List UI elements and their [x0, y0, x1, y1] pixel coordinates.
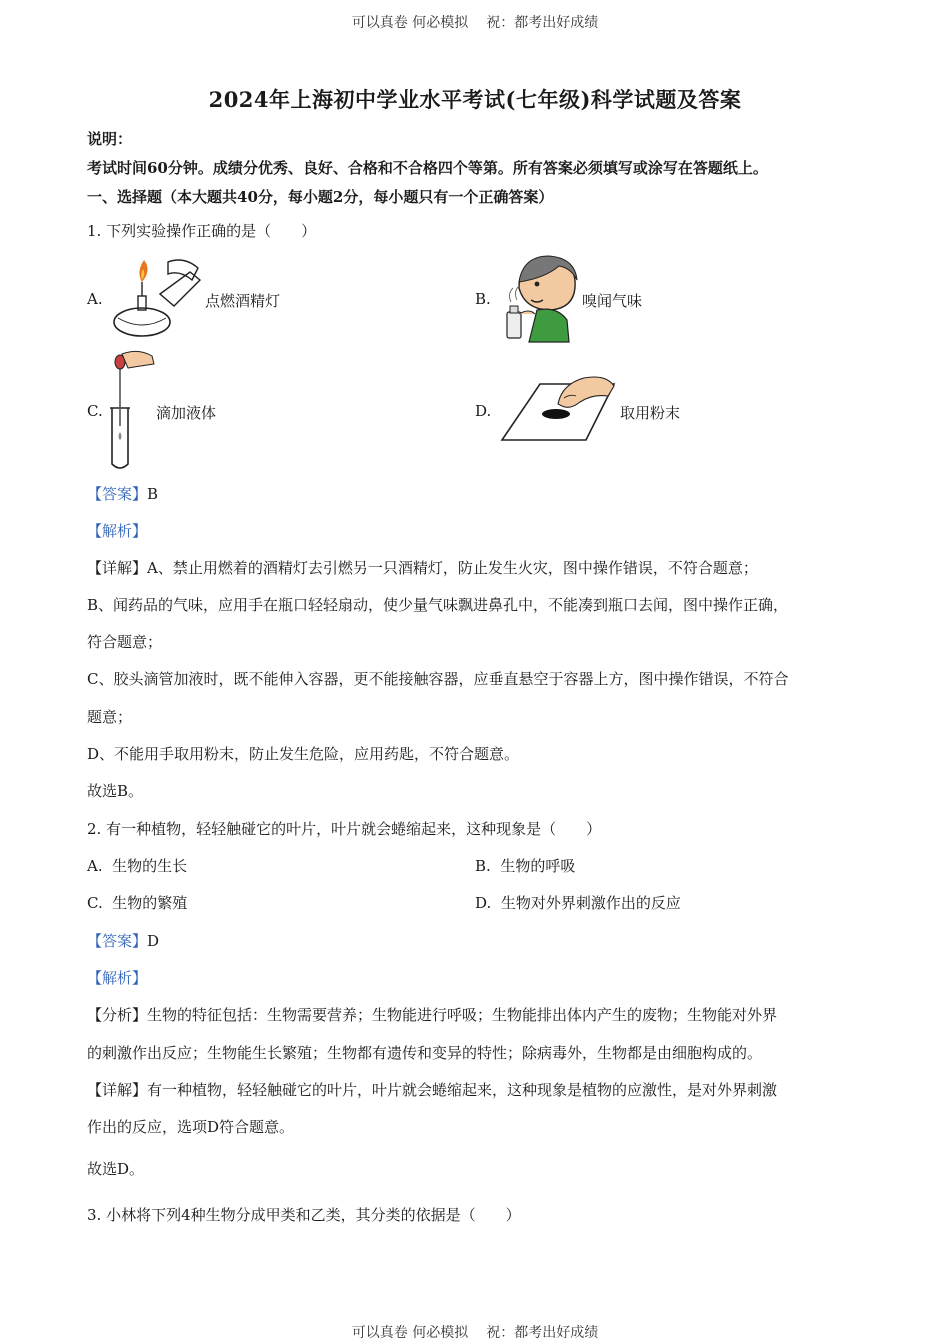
q1-answer-tag: 【答案】	[87, 485, 148, 503]
taking-powder-image	[500, 374, 616, 444]
q2-option-b-text: 生物的呼吸	[500, 857, 576, 875]
q1-option-d-letter: D.	[475, 402, 492, 420]
q1-conclusion: 故选B。	[87, 782, 144, 800]
q1-stem: 1. 下列实验操作正确的是（ ）	[87, 222, 317, 240]
q1-option-c-letter: C.	[87, 402, 103, 420]
q1-explanation-line: D、不能用手取用粉末，防止发生危险，应用药匙，不符合题意。	[87, 745, 520, 763]
footer-left: 可以真卷 何必模拟	[351, 1325, 469, 1341]
footer-right: 祝：都考出好成绩	[486, 1325, 599, 1341]
intro-label: 说明：	[87, 130, 133, 148]
q2-conclusion: 故选D。	[87, 1160, 145, 1178]
alcohol-lamp-image	[108, 252, 204, 344]
q1-explanation-line: 符合题意；	[87, 633, 163, 651]
q2-detail-tag: 【详解】	[87, 1081, 148, 1099]
q1-option-c-text: 滴加液体	[156, 404, 217, 422]
dropper-test-tube-image	[100, 348, 158, 472]
q2-option-b-letter: B.	[475, 857, 491, 875]
q1-option-a-letter: A.	[87, 290, 103, 308]
q3-stem: 3. 小林将下列4种生物分成甲类和乙类，其分类的依据是（ ）	[87, 1206, 521, 1224]
smelling-gas-image	[497, 252, 579, 344]
q1-detail-tag: 【详解】	[87, 559, 148, 577]
q2-analysis-line: 生物的特征包括：生物需要营养；生物能进行呼吸；生物能排出体内产生的废物；生物能对外界	[147, 1006, 778, 1024]
q2-analysis-tag: 【解析】	[87, 969, 148, 987]
q2-option-a-letter: A.	[87, 857, 103, 875]
q1-option-b-text: 嗅闻气味	[582, 292, 643, 310]
q1-option-b-letter: B.	[475, 290, 491, 308]
q1-analysis-tag: 【解析】	[87, 522, 148, 540]
page-header	[0, 12, 950, 32]
q1-explanation-line: A、禁止用燃着的酒精灯去引燃另一只酒精灯，防止发生火灾，图中操作错误，不符合题意；	[147, 559, 758, 577]
intro-text: 考试时间60分钟。成绩分优秀、良好、合格和不合格四个等第。所有答案必须填写或涂写在答题纸上。	[87, 159, 768, 177]
q2-detail-line: 有一种植物，轻轻触碰它的叶片，叶片就会蜷缩起来，这种现象是植物的应激性，是对外界刺激	[147, 1081, 778, 1099]
q1-explanation-line: B、闻药品的气味，应用手在瓶口轻轻扇动，使少量气味飘进鼻孔中，不能凑到瓶口去闻，图中操作正确，	[87, 596, 789, 614]
q2-stem: 2. 有一种植物，轻轻触碰它的叶片，叶片就会蜷缩起来，这种现象是（ ）	[87, 820, 602, 838]
q1-explanation-line: 题意；	[87, 708, 133, 726]
header-left: 可以真卷 何必模拟	[351, 15, 469, 31]
q2-option-c-letter: C.	[87, 894, 103, 912]
q2-answer-tag: 【答案】	[87, 932, 148, 950]
q2-option-d-text: 生物对外界刺激作出的反应	[500, 894, 681, 912]
q2-option-d-letter: D.	[475, 894, 492, 912]
q2-option-a-text: 生物的生长	[112, 857, 188, 875]
q1-option-a-text: 点燃酒精灯	[205, 292, 281, 310]
q2-analysis-label: 【分析】	[87, 1006, 148, 1024]
page-title: 2024年上海初中学业水平考试(七年级)科学试题及答案	[208, 87, 742, 112]
header-right: 祝：都考出好成绩	[486, 15, 599, 31]
q2-detail-line: 作出的反应，选项D符合题意。	[87, 1118, 295, 1136]
q1-explanation-line: C、胶头滴管加液时，既不能伸入容器，更不能接触容器，应垂直悬空于容器上方，图中操作错误，不符合	[87, 670, 789, 688]
q1-option-d-text: 取用粉末	[620, 404, 681, 422]
q1-answer: B	[147, 485, 159, 503]
q2-option-c-text: 生物的繁殖	[112, 894, 188, 912]
q2-answer: D	[147, 932, 160, 950]
q2-analysis-line: 的刺激作出反应；生物能生长繁殖；生物都有遗传和变异的特性；除病毒外，生物都是由细胞构成的。	[87, 1044, 763, 1062]
section-heading: 一、选择题（本大题共40分，每小题2分，每小题只有一个正确答案）	[87, 188, 554, 206]
page-footer	[0, 1322, 950, 1342]
